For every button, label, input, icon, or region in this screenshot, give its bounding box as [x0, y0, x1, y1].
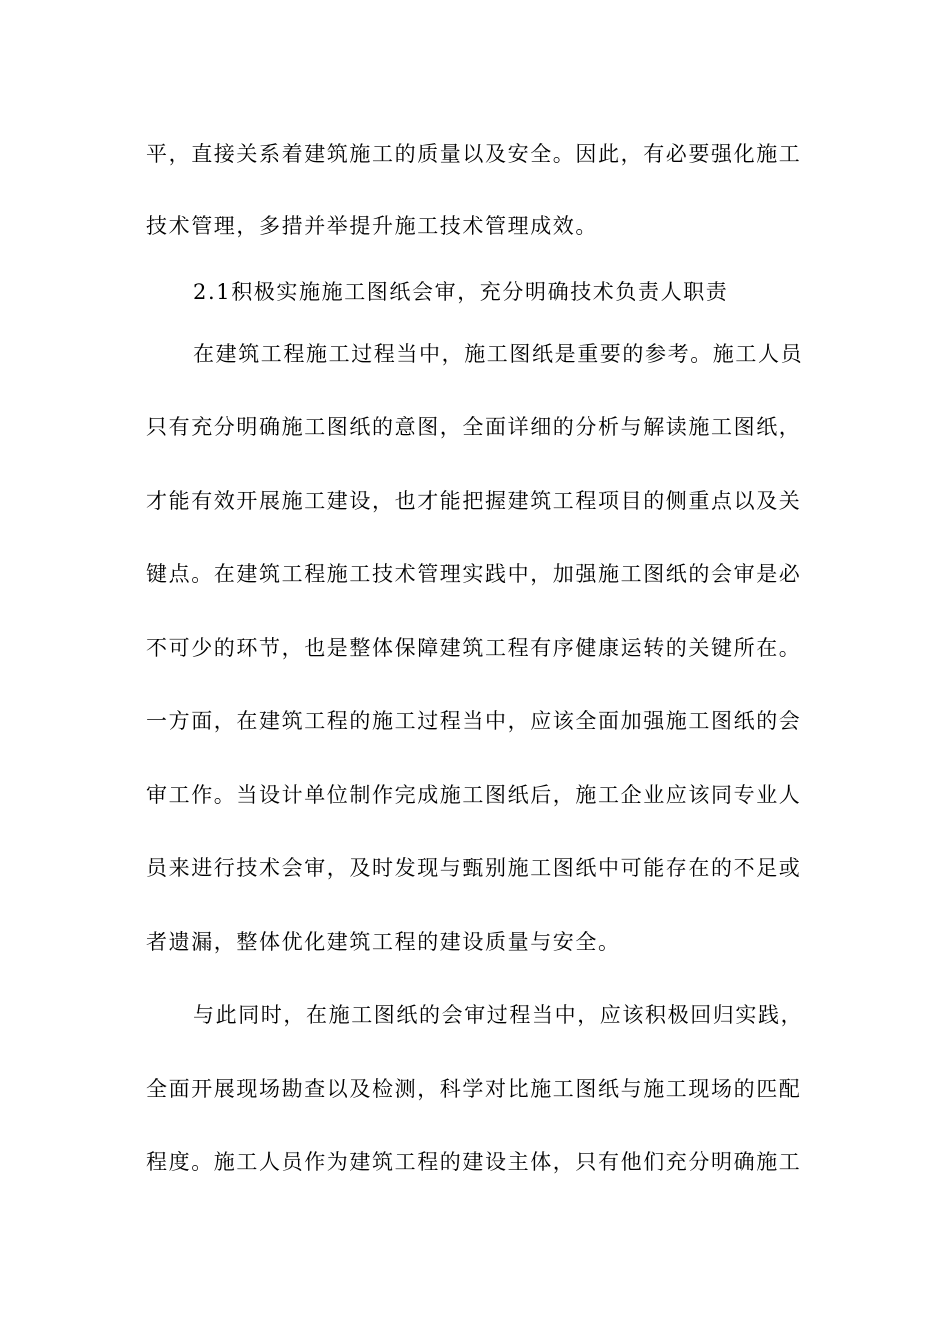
text-line: 全面开展现场勘查以及检测，科学对比施工图纸与施工现场的匹配 [146, 1077, 802, 1101]
section-heading: 2.1积极实施施工图纸会审，充分明确技术负责人职责 [193, 280, 729, 304]
text-line: 程度。施工人员作为建筑工程的建设主体，只有他们充分明确施工 [146, 1150, 802, 1174]
text-line: 平，直接关系着建筑施工的质量以及安全。因此，有必要强化施工 [146, 142, 802, 166]
text-line: 不可少的环节，也是整体保障建筑工程有序健康运转的关键所在。 [146, 636, 802, 660]
text-line: 一方面，在建筑工程的施工过程当中，应该全面加强施工图纸的会 [146, 709, 802, 733]
paragraph-first-line: 在建筑工程施工过程当中，施工图纸是重要的参考。施工人员 [193, 342, 804, 366]
text-line: 者遗漏，整体优化建筑工程的建设质量与安全。 [146, 930, 621, 954]
text-line: 才能有效开展施工建设，也才能把握建筑工程项目的侧重点以及关 [146, 489, 802, 513]
paragraph-first-line: 与此同时，在施工图纸的会审过程当中，应该积极回归实践， [193, 1003, 804, 1027]
text-line: 审工作。当设计单位制作完成施工图纸后，施工企业应该同专业人 [146, 783, 802, 807]
text-line: 员来进行技术会审，及时发现与甄别施工图纸中可能存在的不足或 [146, 856, 802, 880]
text-line: 只有充分明确施工图纸的意图，全面详细的分析与解读施工图纸， [146, 415, 802, 439]
text-line: 技术管理，多措并举提升施工技术管理成效。 [146, 214, 598, 238]
text-line: 键点。在建筑工程施工技术管理实践中，加强施工图纸的会审是必 [146, 562, 802, 586]
